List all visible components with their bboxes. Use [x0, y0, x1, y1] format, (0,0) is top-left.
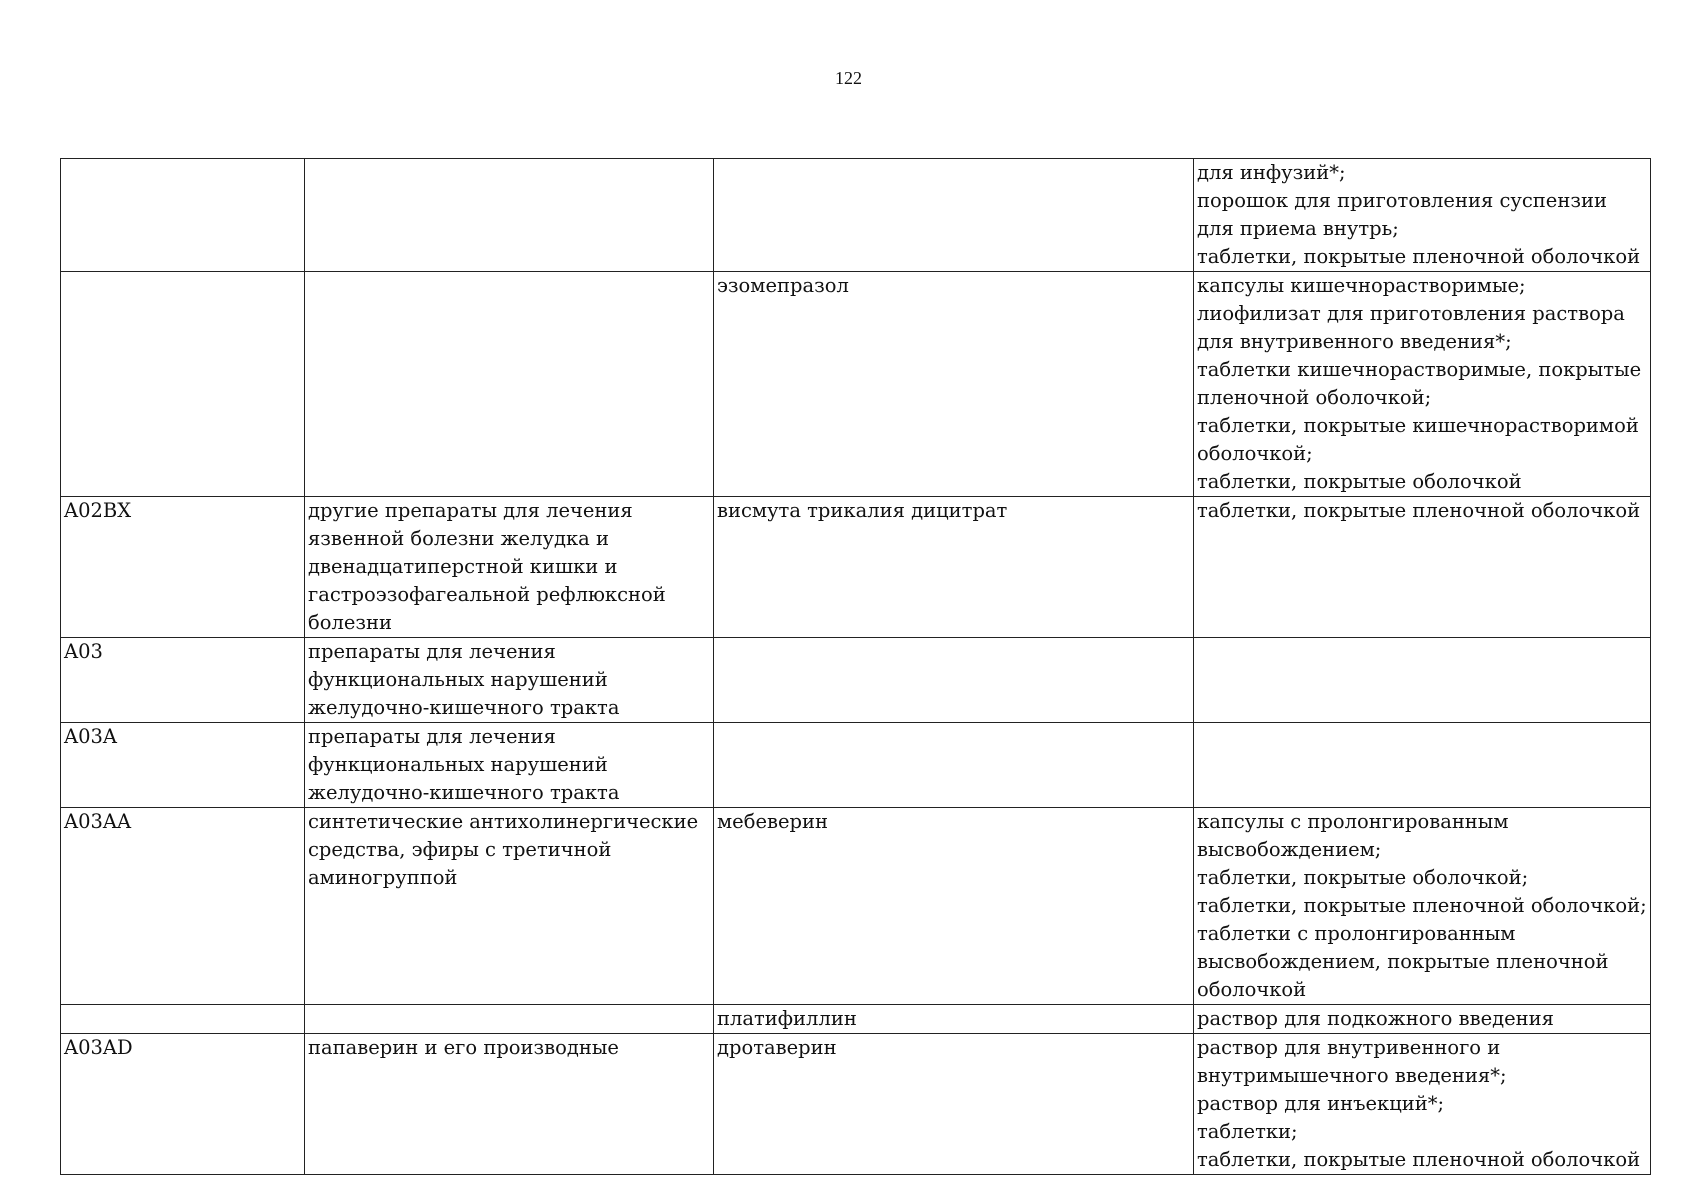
pharmacological-group-cell: папаверин и его производные: [305, 1034, 714, 1175]
table-row: [61, 159, 1651, 272]
atc-code-cell: A03AD: [61, 1034, 305, 1175]
drug-name-cell: [714, 723, 1194, 808]
table-row: [61, 272, 1651, 497]
dosage-form-cell: [1194, 638, 1651, 723]
atc-code-cell: A03: [61, 638, 305, 723]
table-row: [61, 808, 1651, 1005]
pharmacological-group-cell: [305, 159, 714, 272]
atc-code-cell: [61, 159, 305, 272]
drug-name-cell: [714, 638, 1194, 723]
drug-name-cell: [714, 159, 1194, 272]
drug-name-cell: дротаверин: [714, 1034, 1194, 1175]
table-row: [61, 1034, 1651, 1175]
atc-code-cell: A03AA: [61, 808, 305, 1005]
atc-code-cell: [61, 272, 305, 497]
dosage-form-cell: [1194, 723, 1651, 808]
dosage-form-cell: раствор для внутривенного и внутримышечного введения*; раствор для инъекций*; таблетки; таблетки, покрытые пленочной оболочкой: [1194, 1034, 1651, 1175]
drug-name-cell: мебеверин: [714, 808, 1194, 1005]
pharmacological-group-cell: препараты для лечения функциональных нарушений желудочно-кишечного тракта: [305, 723, 714, 808]
atc-code-cell: [61, 1005, 305, 1034]
dosage-form-cell: таблетки, покрытые пленочной оболочкой: [1194, 497, 1651, 638]
table-row: [61, 497, 1651, 638]
dosage-form-cell: капсулы кишечнорастворимые; лиофилизат для приготовления раствора для внутривенного введения*; таблетки кишечнорастворимые, покрытые пленочной оболочкой; таблетки, покрытые кишечнорастворимой оболочкой; таблетки, покрытые оболочкой: [1194, 272, 1651, 497]
atc-code-cell: A02BX: [61, 497, 305, 638]
pharmacological-group-cell: [305, 1005, 714, 1034]
table-row: [61, 1005, 1651, 1034]
pharmacological-group-cell: синтетические антихолинергические средства, эфиры с третичной аминогруппой: [305, 808, 714, 1005]
pharmacological-group-cell: [305, 272, 714, 497]
table-row: [61, 723, 1651, 808]
dosage-form-cell: раствор для подкожного введения: [1194, 1005, 1651, 1034]
dosage-form-cell: для инфузий*; порошок для приготовления суспензии для приема внутрь; таблетки, покрытые пленочной оболочкой: [1194, 159, 1651, 272]
pharmacological-group-cell: другие препараты для лечения язвенной болезни желудка и двенадцатиперстной кишки и гастроэзофагеальной рефлюксной болезни: [305, 497, 714, 638]
atc-code-cell: A03A: [61, 723, 305, 808]
drug-name-cell: платифиллин: [714, 1005, 1194, 1034]
drug-name-cell: висмута трикалия дицитрат: [714, 497, 1194, 638]
page-number: 122: [835, 68, 862, 88]
dosage-form-cell: капсулы с пролонгированным высвобождением; таблетки, покрытые оболочкой; таблетки, покрытые пленочной оболочкой; таблетки с пролонгированным высвобождением, покрытые пленочной оболочкой: [1194, 808, 1651, 1005]
table-row: [61, 638, 1651, 723]
pharmacological-group-cell: препараты для лечения функциональных нарушений желудочно-кишечного тракта: [305, 638, 714, 723]
drug-list-table: [60, 158, 1651, 1175]
drug-name-cell: эзомепразол: [714, 272, 1194, 497]
